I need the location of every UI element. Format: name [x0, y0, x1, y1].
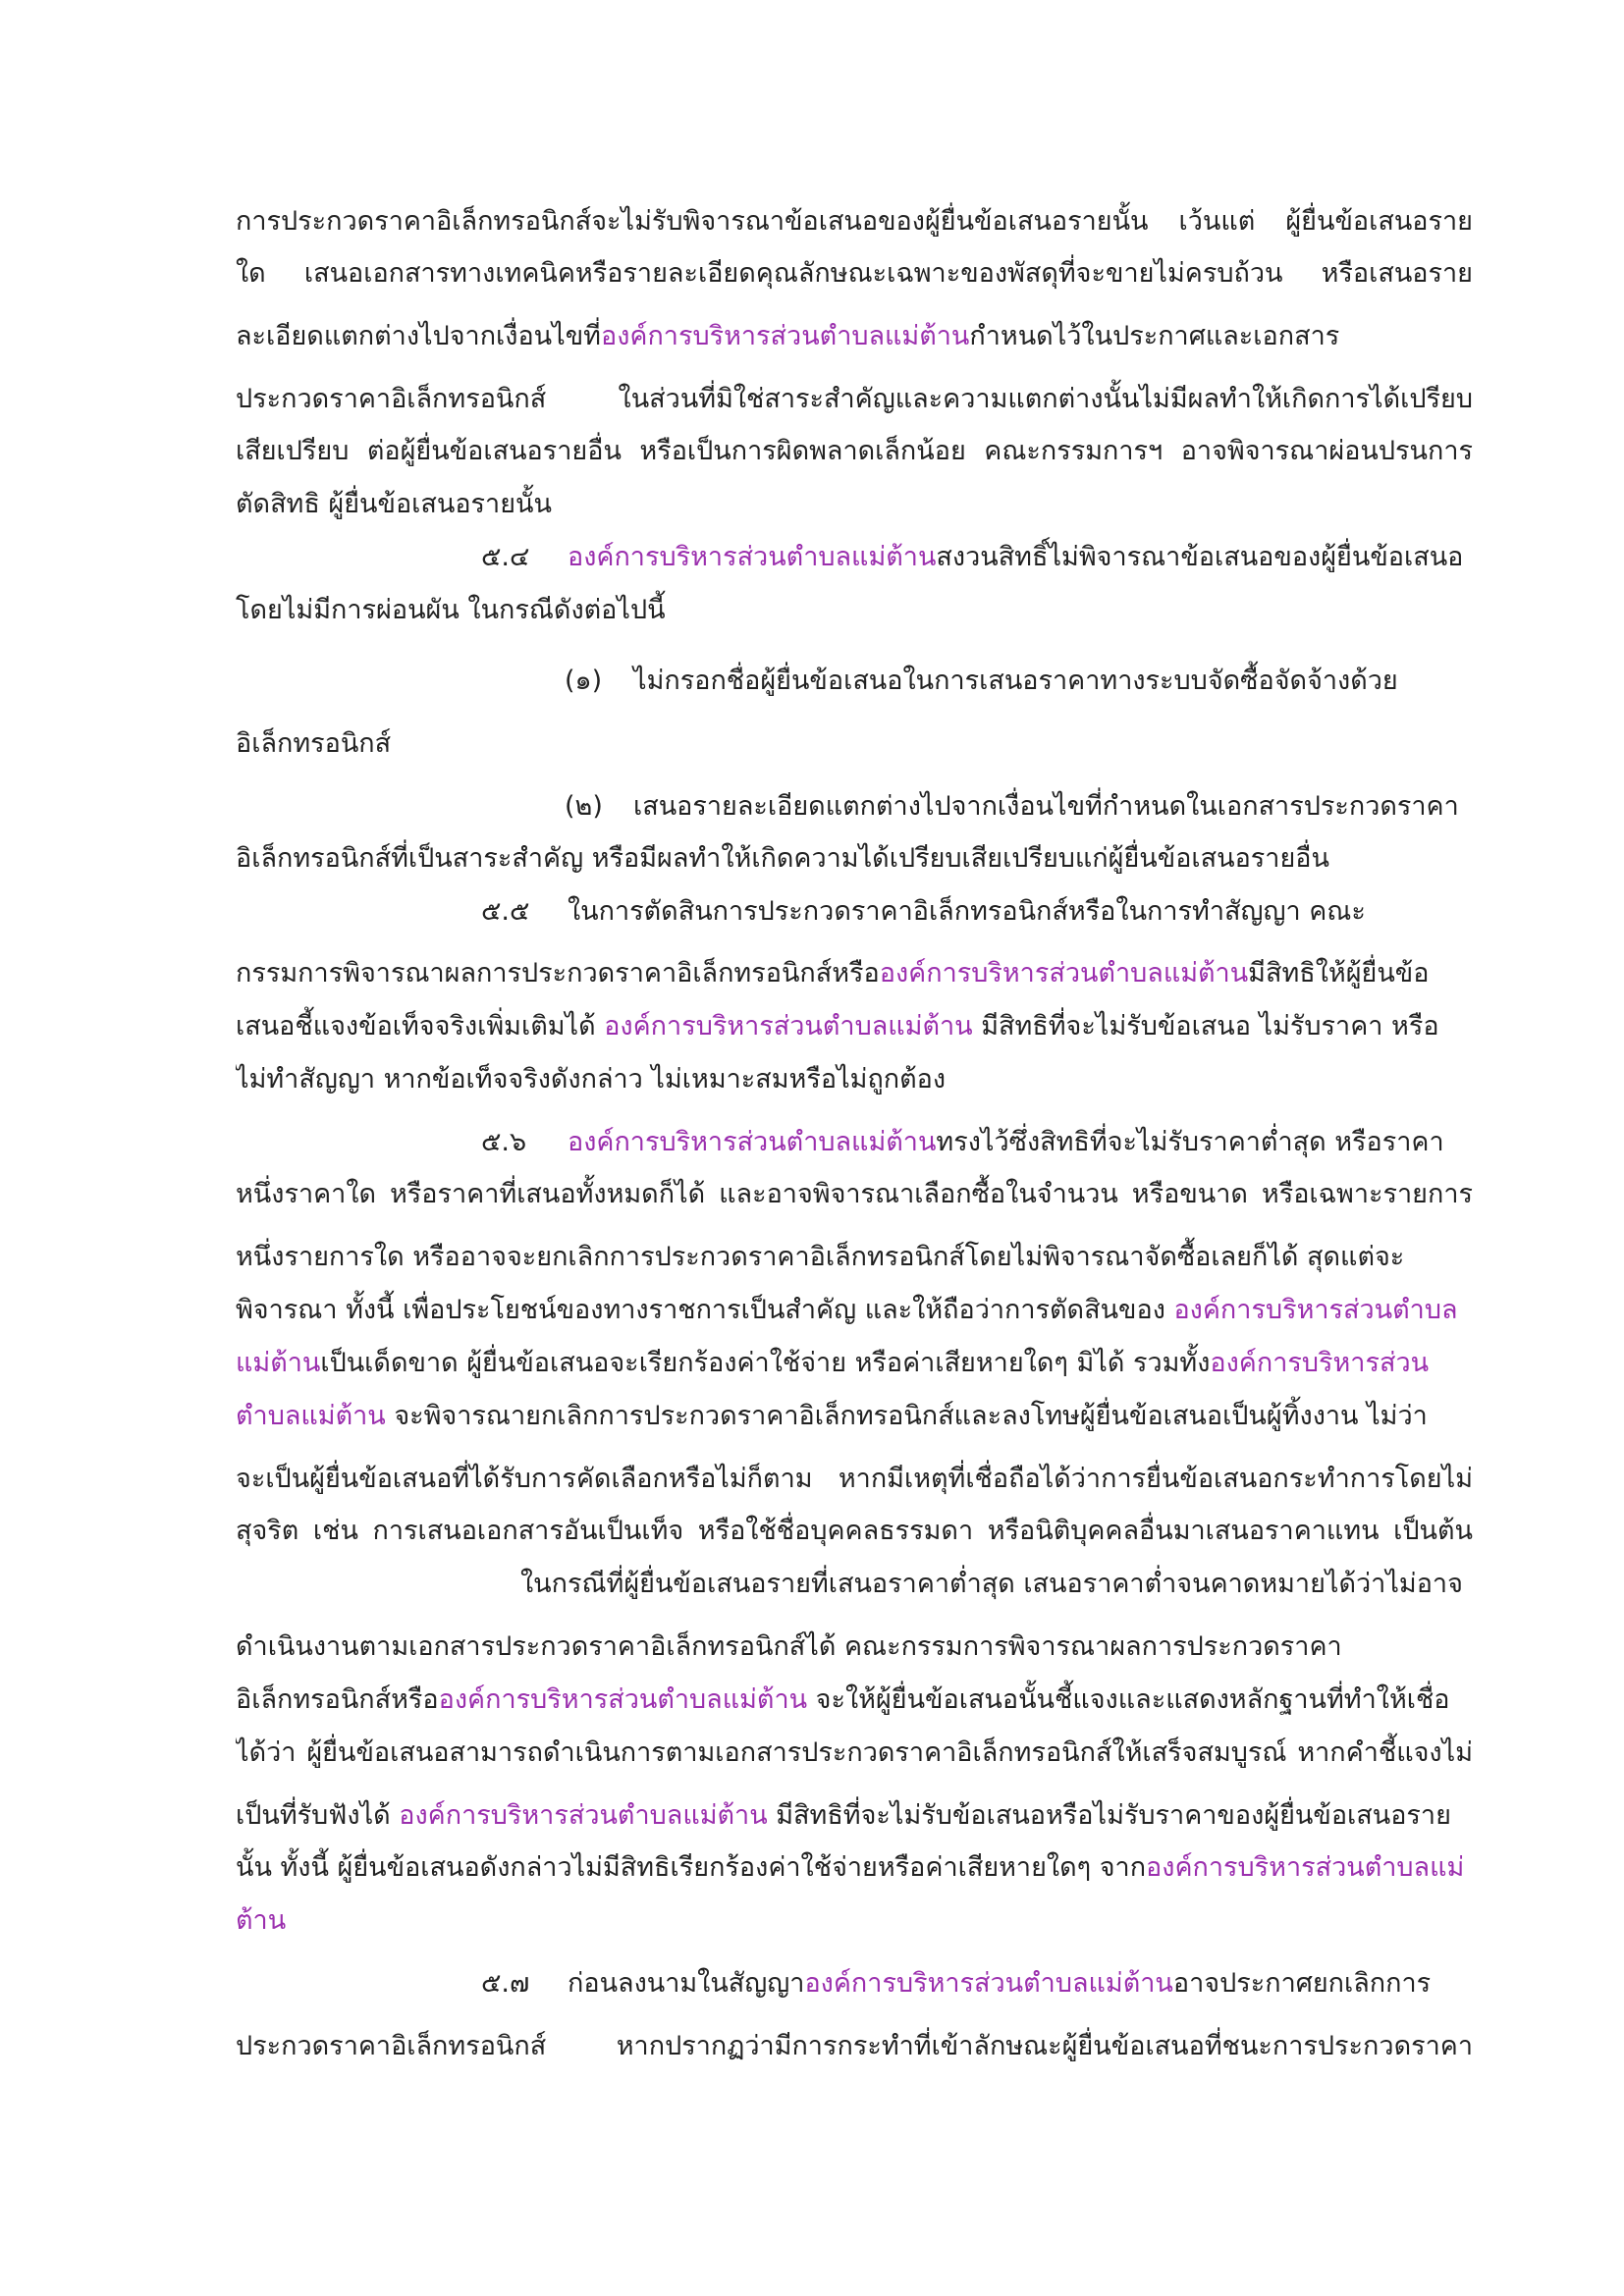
- paragraph-line: อิเล็กทรอนิกส์ที่เป็นสาระสำคัญ หรือมีผลทำให้เกิดความได้เปรียบเสียเปรียบแก่ผู้ยื่นข้อเสนอรายอื่น: [236, 843, 1329, 874]
- paragraph-line: แม่ต้านเป็นเด็ดขาด ผู้ยื่นข้อเสนอจะเรียกร้องค่าใช้จ่าย หรือค่าเสียหายใดๆ มิได้ รวมทั้งองค์การบริหารส่วน: [236, 1348, 1430, 1378]
- org-name-highlight: องค์การบริหารส่วนตำบลแม่ต้าน: [879, 958, 1249, 988]
- org-name-highlight: องค์การบริหารส่วนตำบลแม่ต้าน: [600, 321, 970, 351]
- list-item-number: (๒): [565, 791, 603, 822]
- paragraph-line: ไม่ทำสัญญา หากข้อเท็จจริงดังกล่าว ไม่เหมาะสมหรือไม่ถูกต้อง: [236, 1064, 947, 1095]
- org-name-highlight: องค์การบริหารส่วนตำบลแม่ต้าน: [604, 1011, 973, 1041]
- paragraph-line: จะเป็นผู้ยื่นข้อเสนอที่ได้รับการคัดเลือกหรือไม่ก็ตาม หากมีเหตุที่เชื่อถือได้ว่าการยื่นข้อเสนอกระทำการโดยไม่: [236, 1464, 1473, 1494]
- org-name-highlight: องค์การบริหารส่วนตำบลแม่ต้าน: [568, 1127, 937, 1157]
- org-name-highlight: ตำบลแม่ต้าน: [236, 1401, 386, 1431]
- section-5-6-heading: ๕.๖ องค์การบริหารส่วนตำบลแม่ต้านทรงไว้ซึ่งสิทธิที่จะไม่รับราคาต่ำสุด หรือราคา: [481, 1121, 1473, 1164]
- paragraph-line: ประกวดราคาอิเล็กทรอนิกส์ หากปรากฏว่ามีการกระทำที่เข้าลักษณะผู้ยื่นข้อเสนอที่ชนะการประกวดราคา: [236, 2031, 1473, 2061]
- list-item-number: (๑): [565, 666, 603, 696]
- paragraph-line: อิเล็กทรอนิกส์: [236, 728, 392, 759]
- paragraph-line: ละเอียดแตกต่างไปจากเงื่อนไขที่องค์การบริหารส่วนตำบลแม่ต้านกำหนดไว้ในประกาศและเอกสาร: [236, 321, 1340, 351]
- org-name-highlight: ต้าน: [236, 1905, 287, 1936]
- paragraph-line: ใด เสนอเอกสารทางเทคนิคหรือรายละเอียดคุณลักษณะเฉพาะของพัสดุที่จะขายไม่ครบถ้วน หรือเสนอราย: [236, 258, 1473, 289]
- paragraph-line: ตำบลแม่ต้าน จะพิจารณายกเลิกการประกวดราคาอิเล็กทรอนิกส์และลงโทษผู้ยื่นข้อเสนอเป็นผู้ทิ้งงาน ไม่ว่า: [236, 1401, 1428, 1431]
- paragraph-line: ตัดสิทธิ ผู้ยื่นข้อเสนอรายนั้น: [236, 489, 552, 519]
- section-number: ๕.๖: [481, 1127, 527, 1157]
- section-5-7-heading: ๕.๗ ก่อนลงนามในสัญญาองค์การบริหารส่วนตำบลแม่ต้านอาจประกาศยกเลิกการ: [481, 1962, 1473, 2005]
- list-item-2: (๒) เสนอรายละเอียดแตกต่างไปจากเงื่อนไขที่กำหนดในเอกสารประกวดราคา: [565, 785, 1473, 828]
- org-name-highlight: องค์การบริหารส่วนตำบลแม่ต้าน: [399, 1800, 768, 1831]
- section-number: ๕.๕: [481, 896, 530, 927]
- paragraph-line: เป็นที่รับฟังได้ องค์การบริหารส่วนตำบลแม่ต้าน มีสิทธิที่จะไม่รับข้อเสนอหรือไม่รับราคาของผู้ยื่นข้อเสนอราย: [236, 1800, 1451, 1831]
- paragraph-line: ได้ว่า ผู้ยื่นข้อเสนอสามารถดำเนินการตามเอกสารประกวดราคาอิเล็กทรอนิกส์ให้เสร็จสมบูรณ์ หากคำชี้แจงไม่: [236, 1737, 1473, 1768]
- paragraph-line: การประกวดราคาอิเล็กทรอนิกส์จะไม่รับพิจารณาข้อเสนอของผู้ยื่นข้อเสนอรายนั้น เว้นแต่ ผู้ยื่นข้อเสนอราย: [236, 206, 1473, 237]
- org-name-highlight: องค์การบริหารส่วนตำบลแม่ต้าน: [568, 542, 937, 572]
- paragraph-line: พิจารณา ทั้งนี้ เพื่อประโยชน์ของทางราชการเป็นสำคัญ และให้ถือว่าการตัดสินของ องค์การบริหารส่วนตำบล: [236, 1295, 1458, 1325]
- paragraph-line: นั้น ทั้งนี้ ผู้ยื่นข้อเสนอดังกล่าวไม่มีสิทธิเรียกร้องค่าใช้จ่ายหรือค่าเสียหายใดๆ จากองค์การบริหารส่วนตำบลแม่: [236, 1852, 1465, 1883]
- section-number: ๕.๔: [481, 542, 530, 572]
- paragraph-line: สุจริต เช่น การเสนอเอกสารอันเป็นเท็จ หรือใช้ชื่อบุคคลธรรมดา หรือนิติบุคคลอื่นมาเสนอราคาแทน เป็นต้น: [236, 1516, 1473, 1546]
- org-name-highlight: องค์การบริหารส่วนตำบลแม่ต้าน: [804, 1968, 1173, 1999]
- paragraph-line: เสียเปรียบ ต่อผู้ยื่นข้อเสนอรายอื่น หรือเป็นการผิดพลาดเล็กน้อย คณะกรรมการฯ อาจพิจารณาผ่อนปรนการ: [236, 436, 1473, 466]
- paragraph-line: กรรมการพิจารณาผลการประกวดราคาอิเล็กทรอนิกส์หรือองค์การบริหารส่วนตำบลแม่ต้านมีสิทธิให้ผู้ยื่นข้อ: [236, 958, 1430, 988]
- org-name-highlight: องค์การบริหารส่วนตำบล: [1173, 1295, 1458, 1325]
- paragraph-line: ดำเนินงานตามเอกสารประกวดราคาอิเล็กทรอนิกส์ได้ คณะกรรมการพิจารณาผลการประกวดราคา: [236, 1631, 1342, 1662]
- paragraph-line: หนึ่งราคาใด หรือราคาที่เสนอทั้งหมดก็ได้ และอาจพิจารณาเลือกซื้อในจำนวน หรือขนาด หรือเฉพาะรายการ: [236, 1179, 1473, 1209]
- list-item-1: (๑) ไม่กรอกชื่อผู้ยื่นข้อเสนอในการเสนอราคาทางระบบจัดซื้อจัดจ้างด้วย: [565, 660, 1473, 703]
- paragraph-line: ในกรณีที่ผู้ยื่นข้อเสนอรายที่เสนอราคาต่ำสุด เสนอราคาต่ำจนคาดหมายได้ว่าไม่อาจ: [520, 1569, 1463, 1599]
- paragraph-line: อิเล็กทรอนิกส์หรือองค์การบริหารส่วนตำบลแม่ต้าน จะให้ผู้ยื่นข้อเสนอนั้นชี้แจงและแสดงหลักฐานที่ทำให้เชื่อ: [236, 1684, 1450, 1715]
- org-name-highlight: องค์การบริหารส่วนตำบลแม่ต้าน: [438, 1684, 808, 1715]
- paragraph-line: หนึ่งรายการใด หรืออาจจะยกเลิกการประกวดราคาอิเล็กทรอนิกส์โดยไม่พิจารณาจัดซื้อเลยก็ได้ สุดแต่จะ: [236, 1242, 1405, 1272]
- section-5-4-heading: ๕.๔ องค์การบริหารส่วนตำบลแม่ต้านสงวนสิทธิ์ไม่พิจารณาข้อเสนอของผู้ยื่นข้อเสนอ: [481, 536, 1473, 579]
- section-5-5-heading: ๕.๕ ในการตัดสินการประกวดราคาอิเล็กทรอนิกส์หรือในการทำสัญญา คณะ: [481, 890, 1473, 934]
- org-name-highlight: แม่ต้าน: [236, 1348, 321, 1378]
- org-name-highlight: องค์การบริหารส่วนตำบลแม่: [1146, 1852, 1465, 1883]
- org-name-highlight: องค์การบริหารส่วน: [1210, 1348, 1430, 1378]
- paragraph-line: เสนอชี้แจงข้อเท็จจริงเพิ่มเติมได้ องค์การบริหารส่วนตำบลแม่ต้าน มีสิทธิที่จะไม่รับข้อเสนอ ไม่รับราคา หรือ: [236, 1011, 1439, 1041]
- section-number: ๕.๗: [481, 1968, 530, 1999]
- paragraph-line: โดยไม่มีการผ่อนผัน ในกรณีดังต่อไปนี้: [236, 595, 666, 625]
- paragraph-line: [236, 1899, 1473, 1943]
- paragraph-line: ประกวดราคาอิเล็กทรอนิกส์ ในส่วนที่มิใช่สาระสำคัญและความแตกต่างนั้นไม่มีผลทำให้เกิดการได้เปรียบ: [236, 384, 1473, 414]
